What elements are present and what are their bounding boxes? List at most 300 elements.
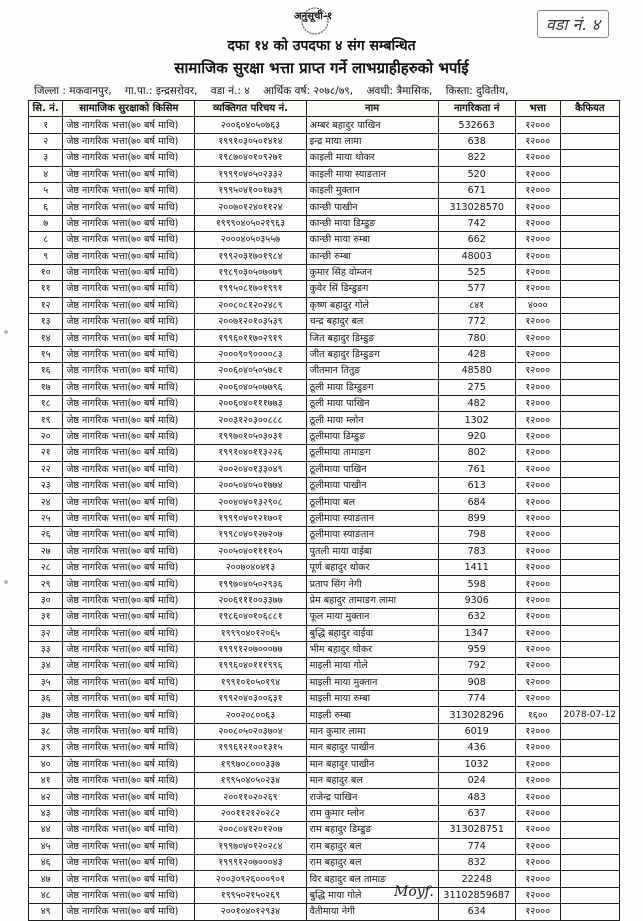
cell-serial: ४९ bbox=[29, 904, 63, 920]
cell-security-type: जेष्ठ नागरिक भत्ता(७० बर्ष माथि) bbox=[63, 756, 195, 772]
cell-personal-id: १९९९०४०१२०६५ bbox=[195, 625, 306, 641]
cell-remarks bbox=[560, 248, 619, 264]
cell-allowance: १२००० bbox=[515, 396, 560, 412]
cell-name: ठूलीमाया डिम्डुङ bbox=[306, 428, 438, 444]
cell-name: ठूली माया डिम्डुङग bbox=[306, 379, 438, 395]
table-row bbox=[29, 773, 620, 789]
table-row bbox=[29, 559, 620, 575]
cell-serial: ४७ bbox=[29, 871, 63, 887]
cell-remarks bbox=[560, 723, 619, 739]
handwritten-signature: Moyf. bbox=[394, 884, 434, 900]
table-row bbox=[29, 330, 620, 346]
cell-serial: २१ bbox=[29, 445, 63, 461]
cell-security-type: जेष्ठ नागरिक भत्ता(७० बर्ष माथि) bbox=[63, 773, 195, 789]
cell-remarks bbox=[560, 166, 619, 182]
cell-security-type: जेष्ठ नागरिक भत्ता(७० बर्ष माथि) bbox=[63, 166, 195, 182]
cell-citizenship: 313028570 bbox=[438, 199, 515, 215]
cell-name: माइली माया मुक्तान bbox=[306, 674, 438, 690]
cell-personal-id: १९९५०२१५०२६९ bbox=[195, 887, 306, 903]
cell-allowance: १२००० bbox=[515, 559, 560, 575]
cell-security-type: जेष्ठ नागरिक भत्ता(७० बर्ष माथि) bbox=[63, 133, 195, 149]
table-row bbox=[29, 822, 620, 838]
cell-remarks bbox=[560, 461, 619, 477]
cell-citizenship: 780 bbox=[438, 330, 515, 346]
meta-installment: किस्ता: दुवितीय, bbox=[445, 85, 509, 97]
cell-citizenship: 6019 bbox=[438, 723, 515, 739]
cell-security-type: जेष्ठ नागरिक भत्ता(७० बर्ष माथि) bbox=[63, 396, 195, 412]
cell-remarks bbox=[560, 559, 619, 575]
cell-remarks bbox=[560, 641, 619, 657]
cell-name: राजेन्द्र पाखिन bbox=[306, 789, 438, 805]
document-title-line1: दफा १४ को उपदफा ४ संग सम्बन्धित bbox=[227, 38, 416, 54]
cell-citizenship: 772 bbox=[438, 314, 515, 330]
cell-remarks bbox=[560, 527, 619, 543]
cell-citizenship: 613 bbox=[438, 477, 515, 493]
cell-remarks bbox=[560, 822, 619, 838]
cell-serial: ४६ bbox=[29, 854, 63, 870]
cell-allowance: १२००० bbox=[515, 264, 560, 280]
cell-security-type: जेष्ठ नागरिक भत्ता(७० बर्ष माथि) bbox=[63, 477, 195, 493]
cell-citizenship: 525 bbox=[438, 264, 515, 280]
cell-allowance: १२००० bbox=[515, 641, 560, 657]
cell-security-type: जेष्ठ नागरिक भत्ता(७० बर्ष माथि) bbox=[63, 445, 195, 461]
cell-allowance: १२००० bbox=[515, 281, 560, 297]
cell-allowance: १२००० bbox=[515, 625, 560, 641]
cell-citizenship: 959 bbox=[438, 641, 515, 657]
col-security-type: सामाजिक सुरक्षाको किसिम bbox=[63, 101, 195, 117]
table-row bbox=[29, 543, 620, 559]
cell-serial: ३३ bbox=[29, 641, 63, 657]
cell-security-type: जेष्ठ नागरिक भत्ता(७० बर्ष माथि) bbox=[63, 330, 195, 346]
cell-personal-id: २००६०४०१११७७३ bbox=[195, 396, 306, 412]
table-row bbox=[29, 691, 620, 707]
cell-allowance: १२००० bbox=[515, 133, 560, 149]
cell-security-type: जेष्ठ नागरिक भत्ता(७० बर्ष माथि) bbox=[63, 723, 195, 739]
table-row bbox=[29, 232, 620, 248]
cell-security-type: जेष्ठ नागरिक भत्ता(७० बर्ष माथि) bbox=[63, 789, 195, 805]
cell-personal-id: १९९२०४०३००६३१ bbox=[195, 691, 306, 707]
cell-serial: ११ bbox=[29, 281, 63, 297]
cell-allowance: १२००० bbox=[515, 527, 560, 543]
cell-personal-id: २००५०४०११११०५ bbox=[195, 543, 306, 559]
cell-name: ठूली माया पाखिन bbox=[306, 396, 438, 412]
cell-remarks bbox=[560, 215, 619, 231]
cell-remarks bbox=[560, 264, 619, 280]
cell-serial: ४० bbox=[29, 756, 63, 772]
cell-serial: १९ bbox=[29, 412, 63, 428]
cell-citizenship: 22248 bbox=[438, 871, 515, 887]
cell-citizenship: 024 bbox=[438, 773, 515, 789]
cell-name: मान बहादुर पाखीन bbox=[306, 756, 438, 772]
cell-remarks bbox=[560, 789, 619, 805]
table-row bbox=[29, 461, 620, 477]
cell-name: मान बहादुर बल bbox=[306, 773, 438, 789]
cell-remarks bbox=[560, 854, 619, 870]
cell-personal-id: १९९७०४०५०२९३६ bbox=[195, 576, 306, 592]
cell-allowance: १२००० bbox=[515, 658, 560, 674]
table-row bbox=[29, 117, 620, 133]
cell-serial: ७ bbox=[29, 215, 63, 231]
cell-personal-id: १९९५०४०५०२३४ bbox=[195, 773, 306, 789]
document-title-line2: सामाजिक सुरक्षा भत्ता प्राप्त गर्ने लाभग्राहीहरुको भर्पाई bbox=[174, 59, 469, 77]
cell-citizenship: 920 bbox=[438, 428, 515, 444]
cell-serial: ३४ bbox=[29, 658, 63, 674]
cell-serial: १७ bbox=[29, 379, 63, 395]
cell-personal-id: २००३०९२६०००९०१ bbox=[195, 871, 306, 887]
handwritten-ward-note: वडा नं. ४ bbox=[537, 10, 609, 38]
cell-personal-id: १९९५०८१७०१९९१ bbox=[195, 281, 306, 297]
cell-security-type: जेष्ठ नागरिक भत्ता(७० बर्ष माथि) bbox=[63, 887, 195, 903]
cell-personal-id: १९९९०४०५०२३३२ bbox=[195, 166, 306, 182]
cell-citizenship: ८४१ bbox=[438, 297, 515, 313]
cell-personal-id: १९९८०४०१२७२०७ bbox=[195, 527, 306, 543]
cell-serial: १४ bbox=[29, 330, 63, 346]
cell-serial: १८ bbox=[29, 396, 63, 412]
cell-citizenship: 798 bbox=[438, 527, 515, 543]
cell-allowance: १२००० bbox=[515, 346, 560, 362]
cell-serial: ३९ bbox=[29, 740, 63, 756]
cell-name: ठूलीमाया पाखिन bbox=[306, 461, 438, 477]
cell-serial: २९ bbox=[29, 576, 63, 592]
cell-personal-id: १९९७०१०५०३०३१ bbox=[195, 428, 306, 444]
cell-citizenship: 684 bbox=[438, 494, 515, 510]
cell-citizenship: 1411 bbox=[438, 559, 515, 575]
table-row bbox=[29, 166, 620, 182]
cell-citizenship: 313028296 bbox=[438, 707, 515, 723]
cell-serial: ३ bbox=[29, 150, 63, 166]
table-row bbox=[29, 592, 620, 608]
cell-security-type: जेष्ठ नागरिक भत्ता(७० बर्ष माथि) bbox=[63, 609, 195, 625]
cell-security-type: जेष्ठ नागरिक भत्ता(७० बर्ष माथि) bbox=[63, 854, 195, 870]
cell-citizenship: 671 bbox=[438, 182, 515, 198]
col-remarks: कैफियत bbox=[560, 101, 619, 117]
cell-security-type: जेष्ठ नागरिक भत्ता(७० बर्ष माथि) bbox=[63, 346, 195, 362]
cell-personal-id: २००८०८१२०२४८९ bbox=[195, 297, 306, 313]
cell-name: प्रताप सिंग नेगी bbox=[306, 576, 438, 592]
table-row bbox=[29, 264, 620, 280]
cell-remarks bbox=[560, 363, 619, 379]
cell-citizenship: 637 bbox=[438, 805, 515, 821]
table-row bbox=[29, 281, 620, 297]
cell-security-type: जेष्ठ नागरिक भत्ता(७० बर्ष माथि) bbox=[63, 543, 195, 559]
cell-serial: ४१ bbox=[29, 773, 63, 789]
table-row bbox=[29, 215, 620, 231]
cell-remarks bbox=[560, 592, 619, 608]
cell-serial: २ bbox=[29, 133, 63, 149]
cell-name: राम कुमार म्लोन bbox=[306, 805, 438, 821]
cell-allowance: १२००० bbox=[515, 150, 560, 166]
cell-name: राम बहादुर बल bbox=[306, 838, 438, 854]
cell-personal-id: २००६०४०५०५७८१ bbox=[195, 363, 306, 379]
table-row bbox=[29, 740, 620, 756]
cell-allowance: १२००० bbox=[515, 789, 560, 805]
cell-name: विर बहादुर बल तामाङ bbox=[306, 871, 438, 887]
cell-serial: ३० bbox=[29, 592, 63, 608]
cell-serial: २४ bbox=[29, 494, 63, 510]
cell-allowance: १२००० bbox=[515, 445, 560, 461]
cell-serial: २६ bbox=[29, 527, 63, 543]
cell-remarks bbox=[560, 691, 619, 707]
cell-allowance: १२००० bbox=[515, 740, 560, 756]
cell-serial: ४२ bbox=[29, 789, 63, 805]
cell-security-type: जेष्ठ नागरिक भत्ता(७० बर्ष माथि) bbox=[63, 117, 195, 133]
cell-remarks bbox=[560, 674, 619, 690]
table-row bbox=[29, 854, 620, 870]
cell-allowance: १२००० bbox=[515, 822, 560, 838]
cell-remarks: 2078-07-12 bbox=[560, 707, 619, 723]
meta-municipality: गा.पा.: इन्द्रसरोवर, bbox=[124, 85, 198, 97]
cell-citizenship: 532663 bbox=[438, 117, 515, 133]
cell-security-type: जेष्ठ नागरिक भत्ता(७० बर्ष माथि) bbox=[63, 248, 195, 264]
annex-label: अनुसूची-१ bbox=[294, 11, 333, 22]
cell-personal-id: १९९६०११७०२९१९ bbox=[195, 330, 306, 346]
cell-allowance: १२००० bbox=[515, 723, 560, 739]
table-row bbox=[29, 871, 620, 887]
cell-security-type: जेष्ठ नागरिक भत्ता(७० बर्ष माथि) bbox=[63, 641, 195, 657]
cell-name: ठूलीमाया बल bbox=[306, 494, 438, 510]
table-row bbox=[29, 396, 620, 412]
cell-name: ठूलीमाया तामाङग bbox=[306, 445, 438, 461]
cell-name: कान्छी माया डिम्डुङ bbox=[306, 215, 438, 231]
cell-allowance: १२००० bbox=[515, 871, 560, 887]
cell-citizenship: 774 bbox=[438, 691, 515, 707]
cell-name: जीत बहादुर डिम्डुङग bbox=[306, 346, 438, 362]
cell-name: ठूलीमाया पाखीन bbox=[306, 477, 438, 493]
cell-name: माइली माया रुम्बा bbox=[306, 691, 438, 707]
table-header-row bbox=[29, 101, 620, 117]
cell-personal-id: १९८६०४०१०६८८१ bbox=[195, 609, 306, 625]
cell-allowance: १२००० bbox=[515, 461, 560, 477]
cell-citizenship: 792 bbox=[438, 658, 515, 674]
cell-serial: ३५ bbox=[29, 674, 63, 690]
cell-name: पुतली माया वाईबा bbox=[306, 543, 438, 559]
cell-security-type: जेष्ठ नागरिक भत्ता(७० बर्ष माथि) bbox=[63, 363, 195, 379]
cell-security-type: जेष्ठ नागरिक भत्ता(७० बर्ष माथि) bbox=[63, 674, 195, 690]
cell-allowance: १२००० bbox=[515, 117, 560, 133]
cell-serial: १० bbox=[29, 264, 63, 280]
cell-remarks bbox=[560, 281, 619, 297]
cell-security-type: जेष्ठ नागरिक भत्ता(७० बर्ष माथि) bbox=[63, 838, 195, 854]
table-row bbox=[29, 494, 620, 510]
table-row bbox=[29, 297, 620, 313]
cell-name: चन्द्र बहादुर बल bbox=[306, 314, 438, 330]
cell-allowance: ४००० bbox=[515, 297, 560, 313]
cell-serial: ४३ bbox=[29, 805, 63, 821]
cell-allowance: १२००० bbox=[515, 838, 560, 854]
cell-personal-id: २००८०४१२०१२०७ bbox=[195, 822, 306, 838]
cell-citizenship: 313028751 bbox=[438, 822, 515, 838]
cell-personal-id: २००७१२०१०३५३९ bbox=[195, 314, 306, 330]
cell-citizenship: 9306 bbox=[438, 592, 515, 608]
cell-serial: २८ bbox=[29, 559, 63, 575]
table-row bbox=[29, 674, 620, 690]
punch-hole-icon bbox=[4, 330, 8, 334]
cell-allowance: १२००० bbox=[515, 887, 560, 903]
cell-serial: ६ bbox=[29, 199, 63, 215]
cell-citizenship: 638 bbox=[438, 133, 515, 149]
cell-name: बुद्धि माया गोले bbox=[306, 887, 438, 903]
cell-name: वैतीमाया नेगी bbox=[306, 904, 438, 920]
cell-remarks bbox=[560, 756, 619, 772]
table-row bbox=[29, 133, 620, 149]
col-serial: सि. नं. bbox=[29, 101, 63, 117]
cell-remarks bbox=[560, 510, 619, 526]
cell-serial: ९ bbox=[29, 248, 63, 264]
cell-remarks bbox=[560, 658, 619, 674]
meta-fiscal-year: आर्थिक वर्ष: २०७८/७९, bbox=[263, 85, 354, 97]
cell-name: कान्छी रुम्बा bbox=[306, 248, 438, 264]
cell-citizenship: 1347 bbox=[438, 625, 515, 641]
cell-name: काइली माया थोकर bbox=[306, 150, 438, 166]
table-row bbox=[29, 576, 620, 592]
table-row bbox=[29, 805, 620, 821]
table-row bbox=[29, 182, 620, 198]
meta-ward: वडा नं.: ४ bbox=[210, 85, 250, 97]
cell-remarks bbox=[560, 182, 619, 198]
cell-name: कुवेर सिं डिम्डुङग bbox=[306, 281, 438, 297]
cell-name: ठूलीमाया स्याङतान bbox=[306, 510, 438, 526]
cell-citizenship: 742 bbox=[438, 215, 515, 231]
cell-citizenship: 832 bbox=[438, 854, 515, 870]
cell-allowance: १२००० bbox=[515, 592, 560, 608]
cell-serial: २३ bbox=[29, 477, 63, 493]
cell-citizenship: 48580 bbox=[438, 363, 515, 379]
cell-serial: ४५ bbox=[29, 838, 63, 854]
cell-serial: ३२ bbox=[29, 625, 63, 641]
cell-personal-id: २००७०४०४१३ bbox=[195, 559, 306, 575]
cell-name: काइली मुक्तान bbox=[306, 182, 438, 198]
cell-serial: १ bbox=[29, 117, 63, 133]
cell-allowance: १२००० bbox=[515, 182, 560, 198]
cell-name: भीम बहादुर थोकर bbox=[306, 641, 438, 657]
cell-security-type: जेष्ठ नागरिक भत्ता(७० बर्ष माथि) bbox=[63, 281, 195, 297]
cell-allowance: १२००० bbox=[515, 494, 560, 510]
cell-name: कान्छी पाखीन bbox=[306, 199, 438, 215]
cell-remarks bbox=[560, 412, 619, 428]
cell-personal-id: १९९९०४०१२१७०१ bbox=[195, 510, 306, 526]
cell-serial: ८ bbox=[29, 232, 63, 248]
cell-security-type: जेष्ठ नागरिक भत्ता(७० बर्ष माथि) bbox=[63, 592, 195, 608]
cell-name: इन्द्र माया लामा bbox=[306, 133, 438, 149]
cell-remarks bbox=[560, 805, 619, 821]
cell-allowance: १२००० bbox=[515, 773, 560, 789]
cell-allowance: १२००० bbox=[515, 691, 560, 707]
table-row bbox=[29, 248, 620, 264]
cell-personal-id: २००४०४०१३२९०८ bbox=[195, 494, 306, 510]
table-row bbox=[29, 641, 620, 657]
cell-name: फूल माया मुक्तान bbox=[306, 609, 438, 625]
col-allowance: भत्ता bbox=[515, 101, 560, 117]
table-row bbox=[29, 609, 620, 625]
cell-allowance: १२००० bbox=[515, 248, 560, 264]
cell-allowance: १२००० bbox=[515, 477, 560, 493]
cell-name: जीतमान तितुङ bbox=[306, 363, 438, 379]
cell-personal-id: २००६१११००३३७७ bbox=[195, 592, 306, 608]
cell-security-type: जेष्ठ नागरिक भत्ता(७० बर्ष माथि) bbox=[63, 805, 195, 821]
cell-allowance: १२००० bbox=[515, 232, 560, 248]
table-row bbox=[29, 838, 620, 854]
cell-allowance: १२००० bbox=[515, 805, 560, 821]
cell-remarks bbox=[560, 396, 619, 412]
cell-security-type: जेष्ठ नागरिक भत्ता(७० बर्ष माथि) bbox=[63, 297, 195, 313]
cell-citizenship: 520 bbox=[438, 166, 515, 182]
cell-serial: २० bbox=[29, 428, 63, 444]
cell-citizenship: 632 bbox=[438, 609, 515, 625]
cell-security-type: जेष्ठ नागरिक भत्ता(७० बर्ष माथि) bbox=[63, 625, 195, 641]
cell-name: अम्बर बहादुर पाखिन bbox=[306, 117, 438, 133]
cell-serial: ४८ bbox=[29, 887, 63, 903]
col-personal-id: व्यक्तिगत परिचय नं. bbox=[195, 101, 306, 117]
cell-security-type: जेष्ठ नागरिक भत्ता(७० बर्ष माथि) bbox=[63, 576, 195, 592]
cell-name: ठूलीमाया स्याङतान bbox=[306, 527, 438, 543]
cell-citizenship: 822 bbox=[438, 150, 515, 166]
cell-remarks bbox=[560, 297, 619, 313]
cell-allowance: १२००० bbox=[515, 428, 560, 444]
table-row bbox=[29, 887, 620, 903]
cell-security-type: जेष्ठ नागरिक भत्ता(७० बर्ष माथि) bbox=[63, 150, 195, 166]
cell-security-type: जेष्ठ नागरिक भत्ता(७० बर्ष माथि) bbox=[63, 510, 195, 526]
cell-allowance: १२००० bbox=[515, 330, 560, 346]
cell-name: कृष्ण बहादुर गोले bbox=[306, 297, 438, 313]
cell-citizenship: 1302 bbox=[438, 412, 515, 428]
cell-security-type: जेष्ठ नागरिक भत्ता(७० बर्ष माथि) bbox=[63, 494, 195, 510]
cell-personal-id: २००८०५०२०३७०४ bbox=[195, 723, 306, 739]
cell-remarks bbox=[560, 330, 619, 346]
cell-security-type: जेष्ठ नागरिक भत्ता(७० बर्ष माथि) bbox=[63, 461, 195, 477]
cell-security-type: जेष्ठ नागरिक भत्ता(७० बर्ष माथि) bbox=[63, 904, 195, 920]
cell-remarks bbox=[560, 314, 619, 330]
cell-serial: ३१ bbox=[29, 609, 63, 625]
table-row bbox=[29, 363, 620, 379]
table-row bbox=[29, 379, 620, 395]
cell-security-type: जेष्ठ नागरिक भत्ता(७० बर्ष माथि) bbox=[63, 264, 195, 280]
cell-personal-id: १९९६०४०१११९९६ bbox=[195, 658, 306, 674]
cell-allowance: १२००० bbox=[515, 904, 560, 920]
cell-name: माइली रुम्बा bbox=[306, 707, 438, 723]
cell-name: कुमार सिंह वोम्जन bbox=[306, 264, 438, 280]
table-row bbox=[29, 445, 620, 461]
cell-personal-id: २००१०४०१२९३४ bbox=[195, 904, 306, 920]
cell-name: माइली माया गोले bbox=[306, 658, 438, 674]
cell-remarks bbox=[560, 543, 619, 559]
cell-security-type: जेष्ठ नागरिक भत्ता(७० बर्ष माथि) bbox=[63, 314, 195, 330]
cell-citizenship: 1032 bbox=[438, 756, 515, 772]
cell-serial: ३८ bbox=[29, 723, 63, 739]
cell-security-type: जेष्ठ नागरिक भत्ता(७० बर्ष माथि) bbox=[63, 412, 195, 428]
cell-remarks bbox=[560, 838, 619, 854]
table-row bbox=[29, 150, 620, 166]
cell-personal-id: २००७०१२४०११२४ bbox=[195, 199, 306, 215]
cell-security-type: जेष्ठ नागरिक भत्ता(७० बर्ष माथि) bbox=[63, 658, 195, 674]
cell-serial: ५ bbox=[29, 182, 63, 198]
cell-personal-id: १९९२०३१७०१९८४ bbox=[195, 248, 306, 264]
cell-personal-id: १९९९१२०७०००७७ bbox=[195, 641, 306, 657]
cell-name: मान कुमार लामा bbox=[306, 723, 438, 739]
cell-serial: २७ bbox=[29, 543, 63, 559]
cell-name: राम बहादुर डिम्डुङ bbox=[306, 822, 438, 838]
cell-citizenship: 428 bbox=[438, 346, 515, 362]
cell-serial: ३६ bbox=[29, 691, 63, 707]
cell-citizenship: 761 bbox=[438, 461, 515, 477]
cell-citizenship: 662 bbox=[438, 232, 515, 248]
cell-name: ठूली माया म्लोन bbox=[306, 412, 438, 428]
cell-personal-id: १९९७०८०००३३७ bbox=[195, 756, 306, 772]
cell-remarks bbox=[560, 740, 619, 756]
cell-remarks bbox=[560, 904, 619, 920]
cell-security-type: जेष्ठ नागरिक भत्ता(७० बर्ष माथि) bbox=[63, 428, 195, 444]
cell-personal-id: १९९५०४१००१७३९ bbox=[195, 182, 306, 198]
cell-citizenship: 482 bbox=[438, 396, 515, 412]
